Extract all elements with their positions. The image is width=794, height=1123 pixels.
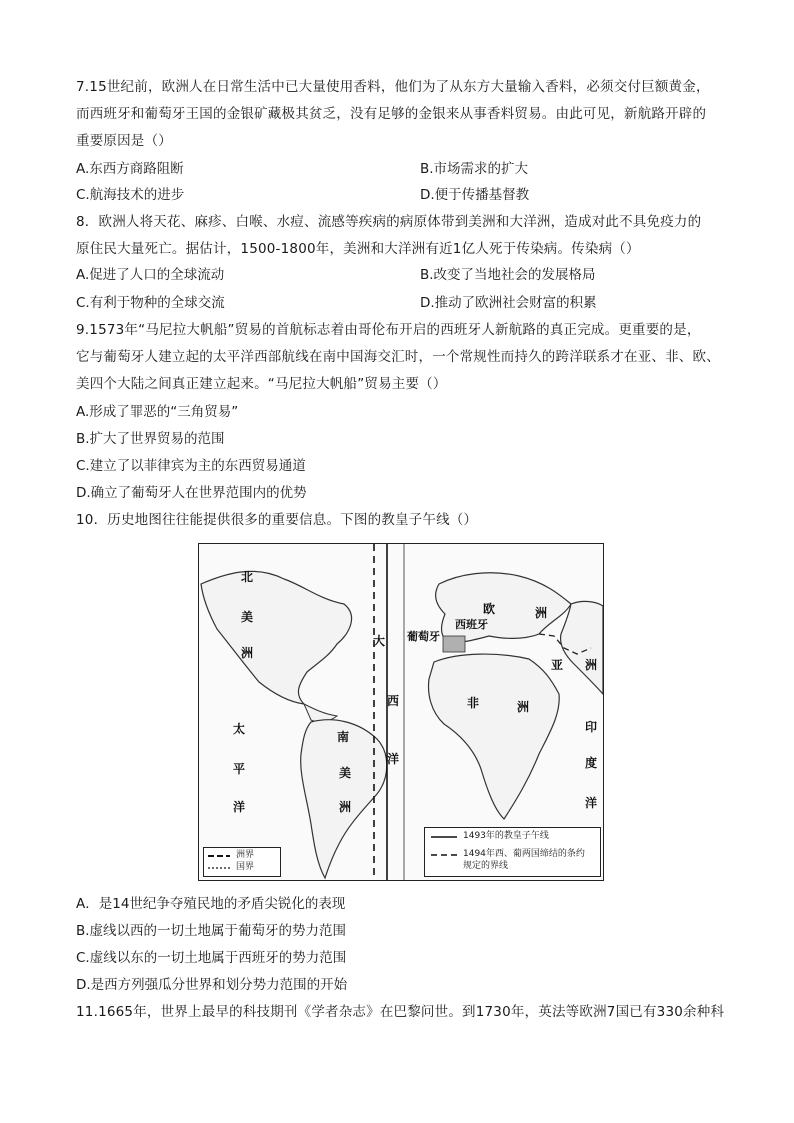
label-africa-zhou: 洲 — [517, 700, 530, 714]
label-na-zhou: 洲 — [241, 646, 254, 660]
label-atlantic-xi: 西 — [387, 694, 400, 708]
q8-stem-line-2: 原住民大量死亡。据估计，1500-1800年，美洲和大洋洲有近1亿人死于传染病。传染病（） — [76, 241, 640, 257]
q7-option-c[interactable]: C.航海技术的进步 — [76, 187, 185, 203]
legend-national-boundary: 国界 — [236, 862, 255, 872]
label-asia-ya: 亚 — [551, 658, 564, 672]
q9-option-c[interactable]: C.建立了以菲律宾为主的东西贸易通道 — [76, 458, 306, 474]
legend-treaty-line-2: 规定的界线 — [463, 861, 509, 871]
label-pacific-ping: 平 — [233, 762, 246, 776]
q7-stem-line-2: 而西班牙和葡萄牙王国的金银矿藏极其贫乏，没有足够的金银来从事香料贸易。由此可见，新航路开辟的 — [76, 106, 707, 122]
label-pacific-yang: 洋 — [233, 800, 246, 814]
africa-shape — [429, 654, 560, 819]
papal-line-map — [198, 543, 604, 881]
q9-stem-line-1: 9.1573年“马尼拉大帆船”贸易的首航标志着由哥伦布开启的西班牙人新航路的真正完成。更重要的是， — [76, 322, 701, 338]
label-indian-yang: 洋 — [585, 796, 598, 810]
label-pacific-tai: 太 — [233, 722, 246, 736]
q7-stem-line-1: 7.15世纪前，欧洲人在日常生活中已大量使用香料，他们为了从东方大量输入香料，必须交付巨额黄金， — [76, 79, 710, 95]
label-indian-du: 度 — [585, 756, 598, 770]
label-na-mei: 美 — [241, 610, 254, 624]
q7-option-a[interactable]: A.东西方商路阻断 — [76, 161, 184, 177]
label-europe-ou: 欧 — [483, 602, 496, 616]
legend-treaty-line-1: 1494年西、葡两国缔结的条约 — [463, 849, 585, 859]
label-indian-yin: 印 — [585, 720, 598, 734]
q9-option-a[interactable]: A.形成了罪恶的“三角贸易” — [76, 404, 239, 420]
legend-right — [424, 827, 601, 877]
q10-option-c[interactable]: C.虚线以东的一切土地属于西班牙的势力范围 — [76, 950, 347, 966]
q7-option-b[interactable]: B.市场需求的扩大 — [420, 161, 529, 177]
q9-stem-line-2: 它与葡萄牙人建立起的太平洋西部航线在南中国海交汇时，一个常规性而持久的跨洋联系才在亚、非、欧、 — [76, 349, 720, 365]
label-europe-zhou: 洲 — [535, 606, 548, 620]
legend-continent-boundary: 洲界 — [236, 850, 255, 860]
q7-option-d[interactable]: D.便于传播基督教 — [420, 187, 530, 203]
q9-option-b[interactable]: B.扩大了世界贸易的范围 — [76, 431, 225, 447]
label-atlantic-da: 大 — [373, 634, 386, 648]
q10-option-d[interactable]: D.是西方列强瓜分世界和划分势力范围的开始 — [76, 977, 348, 993]
q10-option-b[interactable]: B.虚线以西的一切土地属于葡萄牙的势力范围 — [76, 923, 347, 939]
q8-option-b[interactable]: B.改变了当地社会的发展格局 — [420, 267, 596, 283]
q8-option-a[interactable]: A.促进了人口的全球流动 — [76, 267, 225, 283]
north-america-shape — [201, 571, 352, 704]
label-north: 北 — [241, 570, 254, 584]
label-asia-zhou: 洲 — [585, 658, 598, 672]
label-south: 南 — [337, 730, 350, 744]
iberia-shape — [443, 636, 465, 652]
label-atlantic-yang: 洋 — [387, 752, 400, 766]
q11-stem-line-1: 11.1665年，世界上最早的科技期刊《学者杂志》在巴黎问世。到1730年，英法等欧洲7国已有330余种科 — [76, 1004, 725, 1020]
q10-stem: 10．历史地图往往能提供很多的重要信息。下图的教皇子午线（） — [76, 512, 478, 528]
q8-stem-line-1: 8．欧洲人将天花、麻疹、白喉、水痘、流感等疾病的病原体带到美洲和大洋洲，造成对此不具免疫力的 — [76, 214, 702, 230]
q7-stem-line-3: 重要原因是（） — [76, 133, 172, 149]
q8-option-d[interactable]: D.推动了欧洲社会财富的积累 — [420, 295, 597, 311]
label-spain: 西班牙 — [455, 618, 488, 631]
label-sa-mei: 美 — [339, 766, 352, 780]
q9-stem-line-3: 美四个大陆之间真正建立起来。“马尼拉大帆船”贸易主要（） — [76, 376, 447, 392]
asia-shape — [561, 601, 603, 694]
label-portugal: 葡萄牙 — [407, 630, 440, 643]
label-africa-fei: 非 — [467, 696, 480, 710]
q9-option-d[interactable]: D.确立了葡萄牙人在世界范围内的优势 — [76, 485, 307, 501]
label-sa-zhou: 洲 — [339, 800, 352, 814]
legend-papal-line: 1493年的教皇子午线 — [463, 831, 549, 841]
europe-shape — [436, 573, 571, 643]
q10-option-a[interactable]: A．是14世纪争夺殖民地的矛盾尖锐化的表现 — [76, 896, 346, 912]
q8-option-c[interactable]: C.有利于物种的全球交流 — [76, 295, 225, 311]
legend-left — [203, 847, 281, 877]
